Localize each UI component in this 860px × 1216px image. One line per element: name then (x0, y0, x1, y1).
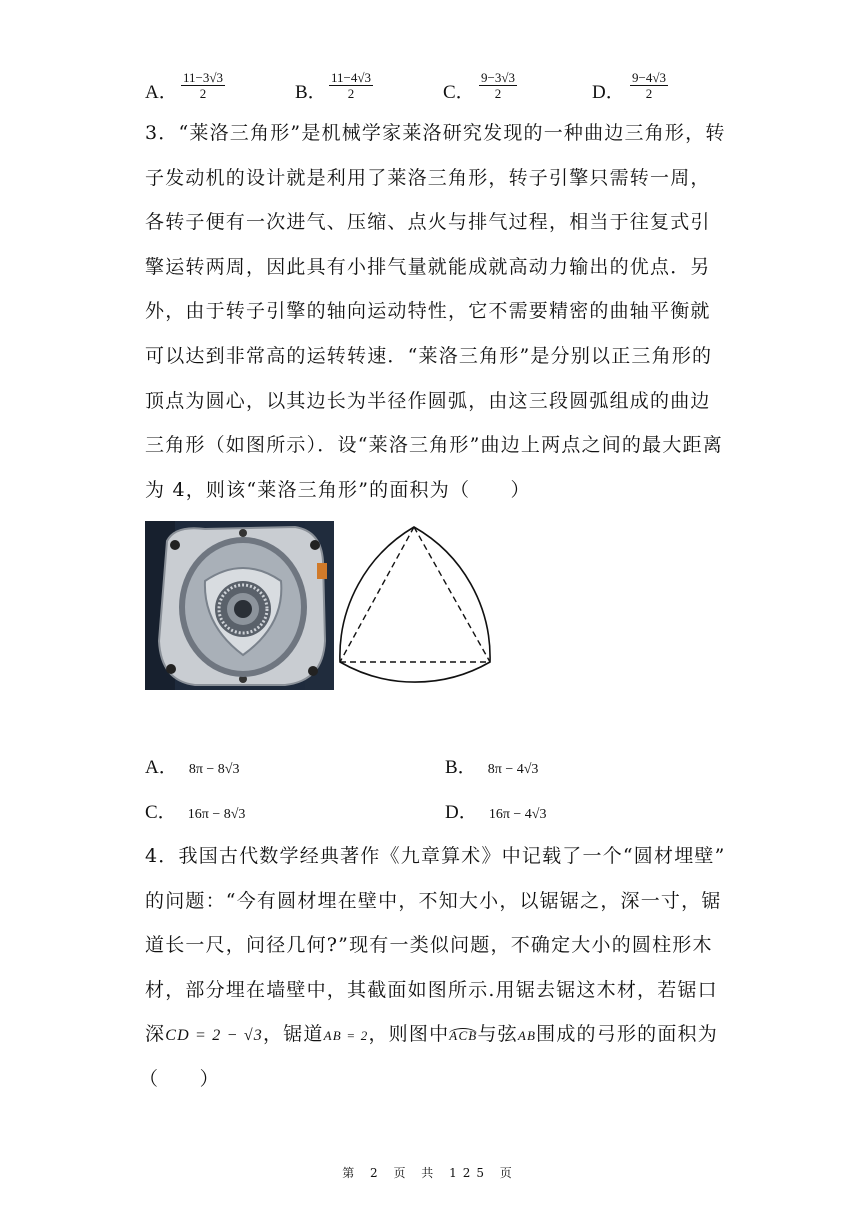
text-line: 子发动机的设计就是利用了莱洛三角形，转子引擎只需转一周， (145, 166, 711, 189)
q3-option-c: C． 16π − 8√3 (145, 802, 246, 823)
cd-expression: CD = 2 − √3 (165, 1027, 264, 1045)
text-line: （ ） (139, 1067, 220, 1090)
text-line: 为 4，则该“莱洛三角形”的面积为（ ） (145, 478, 531, 501)
chord-ab: AB (517, 1028, 537, 1044)
question-3-text (145, 111, 725, 512)
rotary-engine-photo (145, 521, 334, 690)
q3-option-d: D． 16π − 4√3 (445, 802, 547, 823)
text-line: 擎运转两周，因此具有小排气量就能成就高动力输出的优点．另 (145, 255, 711, 278)
q3-option-a: A． 8π − 8√3 (145, 757, 240, 778)
page-footer: 第 2 页 共 125 页 (342, 1166, 518, 1180)
text-line: 可以达到非常高的运转转速．“莱洛三角形”是分别以正三角形的 (145, 344, 713, 367)
reuleaux-triangle-figure (334, 521, 500, 691)
text-line: 4．我国古代数学经典著作《九章算术》中记载了一个“圆材埋壁” (145, 845, 726, 867)
q2-options: A． $\frac{11-3√3}{2}$ B． $\frac{11-4√3}{2}$ C． $\frac{9-3√3}{2}$ D． $\frac{9-4√3}{2}$ (145, 70, 666, 103)
text-line: 深CD = 2 − √3，锯道AB = 2，则图中ACB与弦AB围成的弓形的面积为 (145, 1023, 718, 1046)
text-line: 顶点为圆心，以其边长为半径作圆弧，由这三段圆弧组成的曲边 (145, 389, 711, 412)
text-line: 3．“莱洛三角形”是机械学家莱洛研究发现的一种曲边三角形，转 (145, 122, 726, 144)
arc-acb: ACB (449, 1028, 478, 1044)
text-line: 外，由于转子引擎的轴向运动特性，它不需要精密的曲轴平衡就 (145, 300, 711, 323)
text-line: 道长一尺，问径几何?”现有一类似问题，不确定大小的圆柱形木 (145, 934, 713, 957)
question-4-text (139, 834, 726, 1102)
text-line: 三角形（如图所示）．设“莱洛三角形”曲边上两点之间的最大距离 (145, 434, 723, 457)
text-line: 的问题：“今有圆材埋在壁中，不知大小，以锯锯之，深一寸，锯 (145, 889, 722, 912)
text-line: 材，部分埋在墙壁中，其截面如图所示.用锯去锯这木材，若锯口 (145, 978, 718, 1001)
ab-expression: AB = 2 (323, 1028, 369, 1044)
text-line: 各转子便有一次进气、压缩、点火与排气过程，相当于往复式引 (145, 211, 711, 234)
q3-option-b: B． 8π − 4√3 (445, 757, 539, 778)
